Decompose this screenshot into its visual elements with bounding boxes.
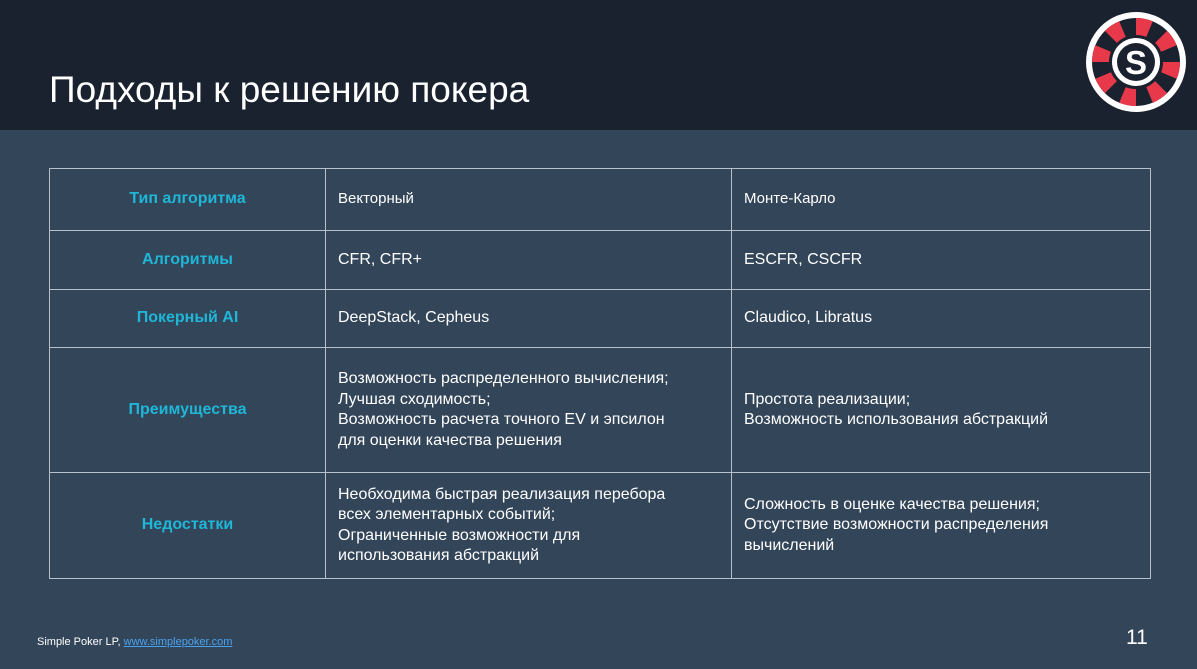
slide-header — [0, 0, 1197, 130]
cell-line: для оценки качества решения — [338, 431, 562, 449]
vector-cell — [326, 473, 732, 579]
cell-line: Возможность использования абстракций — [744, 411, 1049, 428]
slide-title: Подходы к решению покера — [49, 69, 530, 110]
cell-line: Сложность в оценке качества решения; — [744, 495, 1040, 513]
row-label: Тип алгоритма — [50, 169, 326, 231]
cell-line: Необходима быстрая реализация перебора — [338, 485, 666, 503]
cell-line: Ограниченные возможности для — [338, 526, 581, 544]
cell-line: Claudico, Libratus — [744, 309, 873, 327]
monte-carlo-cell — [732, 473, 1151, 579]
monte-carlo-cell — [732, 231, 1151, 290]
logo-letter: S — [1124, 44, 1148, 81]
cell-line: всех элементарных событий; — [338, 506, 556, 523]
footer — [37, 636, 232, 648]
website-link[interactable]: www.simplepoker.com — [123, 636, 233, 648]
row-label: Покерный AI — [50, 290, 326, 348]
cell-line: Векторный — [338, 190, 414, 208]
footer-company: Simple Poker LP, — [37, 636, 124, 648]
monte-carlo-cell — [732, 348, 1151, 473]
vector-cell — [326, 348, 732, 473]
cell-line: Монте-Карло — [744, 190, 836, 208]
table-row — [50, 169, 1151, 231]
cell-line: использования абстракций — [338, 547, 540, 564]
cell-line: DeepStack, Cepheus — [338, 309, 490, 327]
cell-line: CFR, CFR+ — [338, 250, 422, 268]
monte-carlo-cell — [732, 290, 1151, 348]
cell-line: вычислений — [744, 536, 835, 554]
cell-line: Возможность расчета точного EV и эпсилон — [338, 411, 665, 428]
cell-line: Простота реализации; — [744, 390, 911, 408]
simple-poker-logo-icon — [1085, 11, 1187, 113]
cell-line: ESCFR, CSCFR — [744, 250, 863, 268]
table-row — [50, 473, 1151, 579]
vector-cell — [326, 169, 732, 231]
vector-cell — [326, 231, 732, 290]
page-number: 11 — [1126, 626, 1148, 649]
row-label: Недостатки — [50, 473, 326, 579]
row-label: Преимущества — [50, 348, 326, 473]
table-row — [50, 348, 1151, 473]
monte-carlo-cell — [732, 169, 1151, 231]
table-row — [50, 231, 1151, 290]
row-label: Алгоритмы — [50, 231, 326, 290]
cell-line: Отсутствие возможности распределения — [744, 516, 1049, 534]
comparison-table — [49, 168, 1151, 579]
cell-line: Возможность распределенного вычисления; — [338, 370, 669, 387]
table-row — [50, 290, 1151, 348]
cell-line: Лучшая сходимость; — [338, 390, 491, 408]
vector-cell — [326, 290, 732, 348]
